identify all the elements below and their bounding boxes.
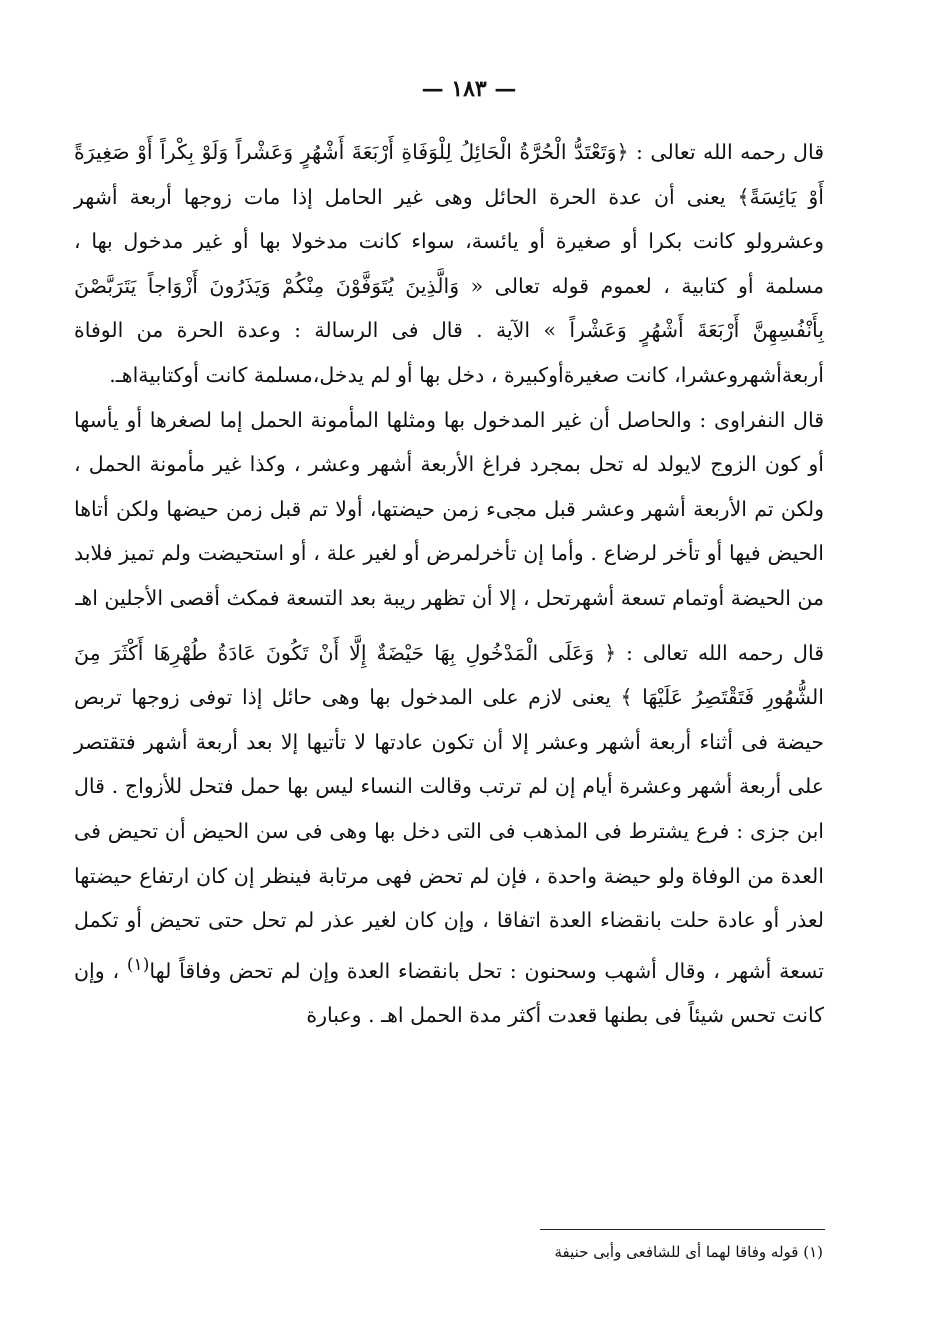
footnote-marker: (١) — [126, 954, 150, 975]
footnote-divider — [540, 1229, 825, 1230]
paragraph: قال النفراوى : والحاصل أن غير المدخول بها ومثلها المأمونة الحمل إما لصغرها أو يأسها أو كون الزوج لايولد له تحل بمجرد فراغ الأربعة أشهر وعشر ، وكذا غير مأمونة الحمل ، ولكن تم الأربعة أشهر وعشر قبل مجىء زمن حيضتها، أولا تم قبل زمن حيضها ولكن أتاها الحيض فيها أو تأخر لرضاع . وأما إن تأخرلمرض أو لغير علة ، أو استحيضت ولم تميز فلابد من الحيضة أوتمام تسعة أشهرتحل ، إلا أن تظهر ريبة بعد التسعة فمكث أقصى الأجلين اهـ — [74, 407, 824, 610]
paragraph-text-tail: ، وإن كانت تحس شيئاً فى بطنها قعدت أكثر مدة الحمل اهـ . وعبارة — [74, 958, 824, 1028]
page-number: — ١٨٣ — — [421, 76, 517, 102]
paragraph-text: قال رحمه الله تعالى : ﴿ وَعَلَى الْمَدْخُولِ بِهَا حَيْضَةٌ إِلَّا أَنْ تَكُونَ عَادَةُ طُهْرِهَا أَكْثَرَ مِنَ الشُّهُورِ فَتَقْتَصِرُ عَلَيْهَا ﴾ يعنى لازم على المدخول بها وهى حائل إذا توفى زوجها تربص حيضة فى أثناء أربعة أشهر وعشر إلا أن تكون عادتها لا تأتيها إلا بعد أربعة أشهر فتقتصر على أربعة أشهر وعشرة أيام إن لم ترتب وقالت النساء ليس بها حمل فتحل للأزواج . قال ابن جزى : فرع يشترط فى المذهب فى التى دخل بها وهى فى سن الحيض أن تحيض فى العدة من الوفاة ولو حيضة واحدة ، فإن لم تحض فهى مرتابة فينظر إن كان ارتفاع حيضتها لعذر أو عادة حلت بانقضاء العدة اتفاقا ، وإن كان لغير عذر لم تحل حتى تحيض أو تكمل تسعة أشهر ، وقال أشهب وسحنون : تحل بانقضاء العدة وإن لم تحض وفاقاً لها — [74, 640, 824, 983]
paragraph — [74, 631, 824, 1038]
footnote: (١) قوله وفاقا لهما أى للشافعى وأبى حنيفة — [554, 1243, 823, 1261]
body-text — [74, 130, 824, 1038]
paragraph: قال رحمه الله تعالى : ﴿وَتَعْتَدُّ الْحُرَّةُ الْحَائِلُ لِلْوَفَاةِ أَرْبَعَةَ أَشْهُرٍ وَعَشْراً وَلَوْ بِكْراً أَوْ صَغِيرَةً أَوْ يَائِسَةً﴾ يعنى أن عدة الحرة الحائل وهى غير الحامل إذا مات زوجها أربعة أشهر وعشرولو كانت بكرا أو صغيرة أو يائسة، سواء كانت مدخولا بها أو غير مدخول بها ، مسلمة أو كتابية ، لعموم قوله تعالى « وَالَّذِينَ يُتَوَفَّوْنَ مِنْكُمْ وَيَذَرُونَ أَزْوَاجاً يَتَرَبَّصْنَ بِأَنْفُسِهِنَّ أَرْبَعَةَ أَشْهُرٍ وَعَشْراً » الآية . قال فى الرسالة : وعدة الحرة من الوفاة أربعةأشهروعشرا، كانت صغيرةأوكبيرة ، دخل بها أو لم يدخل،مسلمة كانت أوكتابيةاهـ. — [74, 140, 824, 387]
